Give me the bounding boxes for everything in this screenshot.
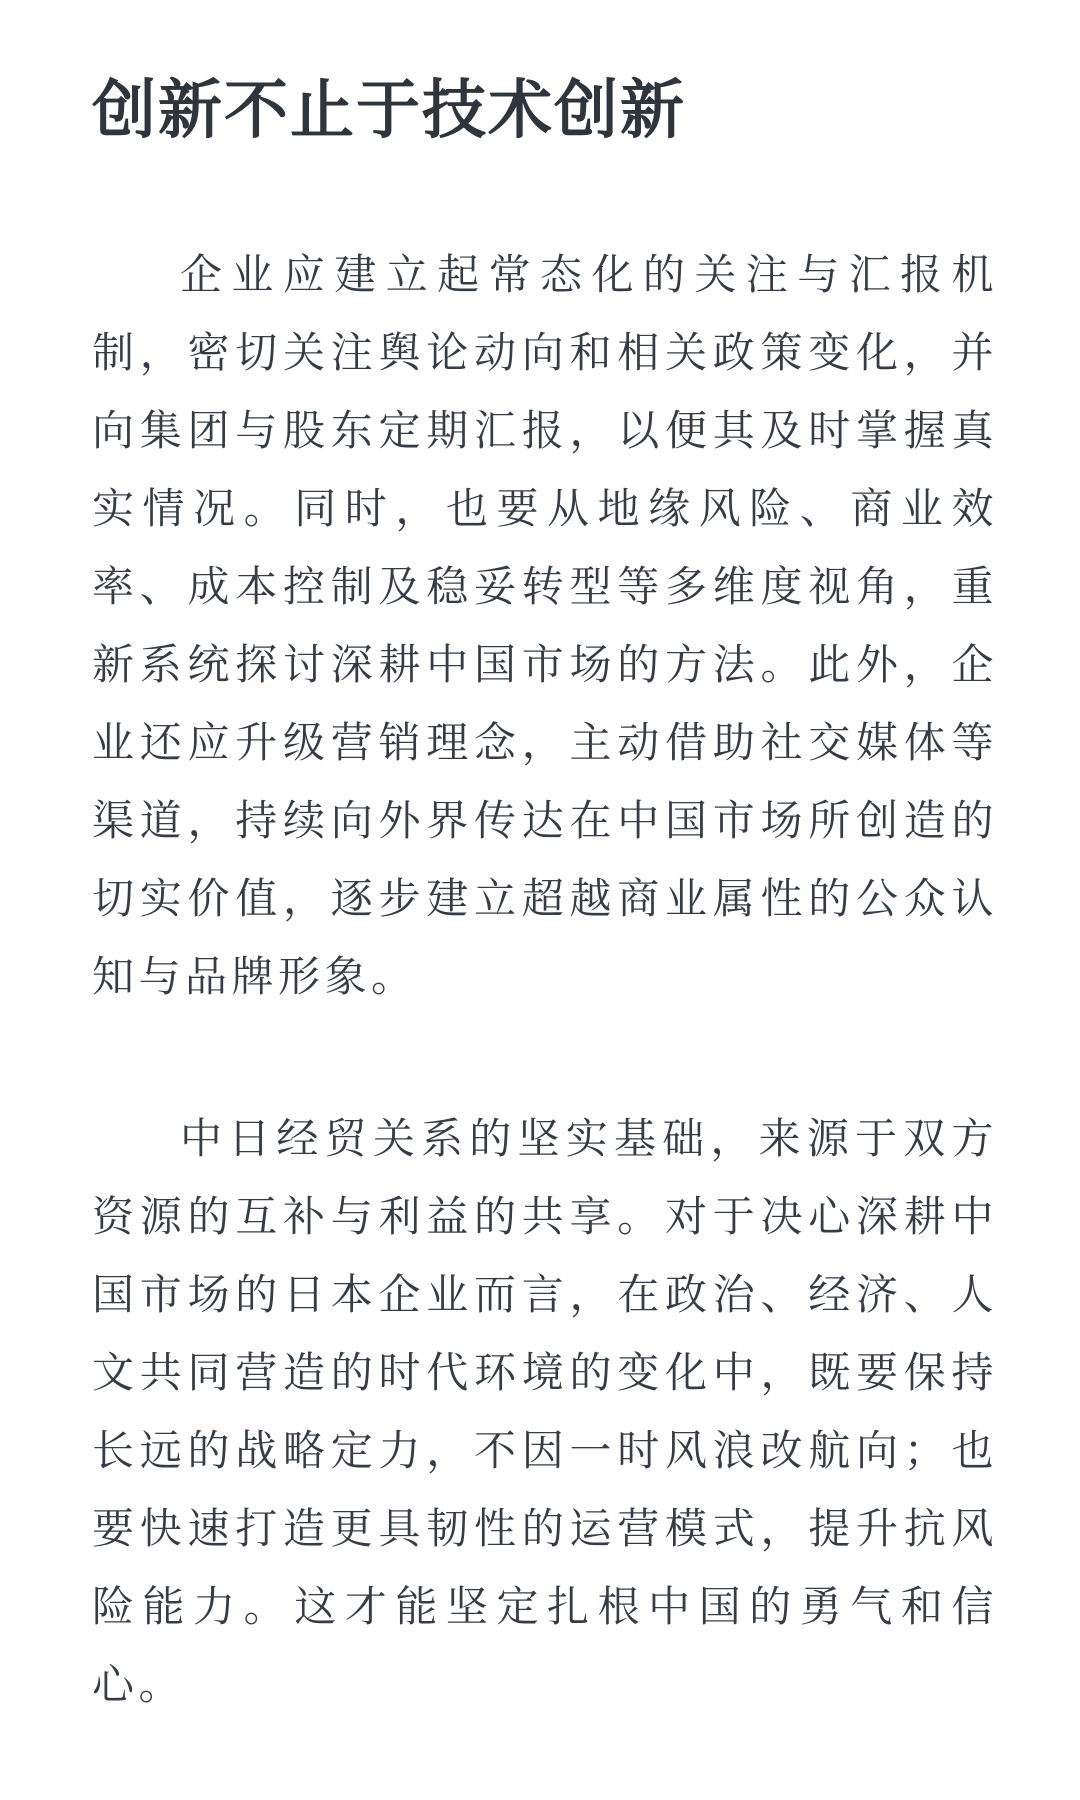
article-paragraph-2: 中日经贸关系的坚实基础，来源于双方资源的互补与利益的共享。对于决心深耕中国市场的日本企业而言，在政治、经济、人文共同营造的时代环境的变化中，既要保持长远的战略定力，不因一时风浪改航向；也要快速打造更具韧性的运营模式，提升抗风险能力。这才能坚定扎根中国的勇气和信心。 <box>92 1114 998 1709</box>
article-title: 创新不止于技术创新 <box>92 74 686 148</box>
article <box>92 0 998 1724</box>
article-paragraph-1: 企业应建立起常态化的关注与汇报机制，密切关注舆论动向和相关政策变化，并向集团与股东定期汇报，以便其及时掌握真实情况。同时，也要从地缘风险、商业效率、成本控制及稳妥转型等多维度视角，重新系统探讨深耕中国市场的方法。此外，企业还应升级营销理念，主动借助社交媒体等渠道，持续向外界传达在中国市场所创造的切实价值，逐步建立超越商业属性的公众认知与品牌形象。 <box>92 250 998 1001</box>
